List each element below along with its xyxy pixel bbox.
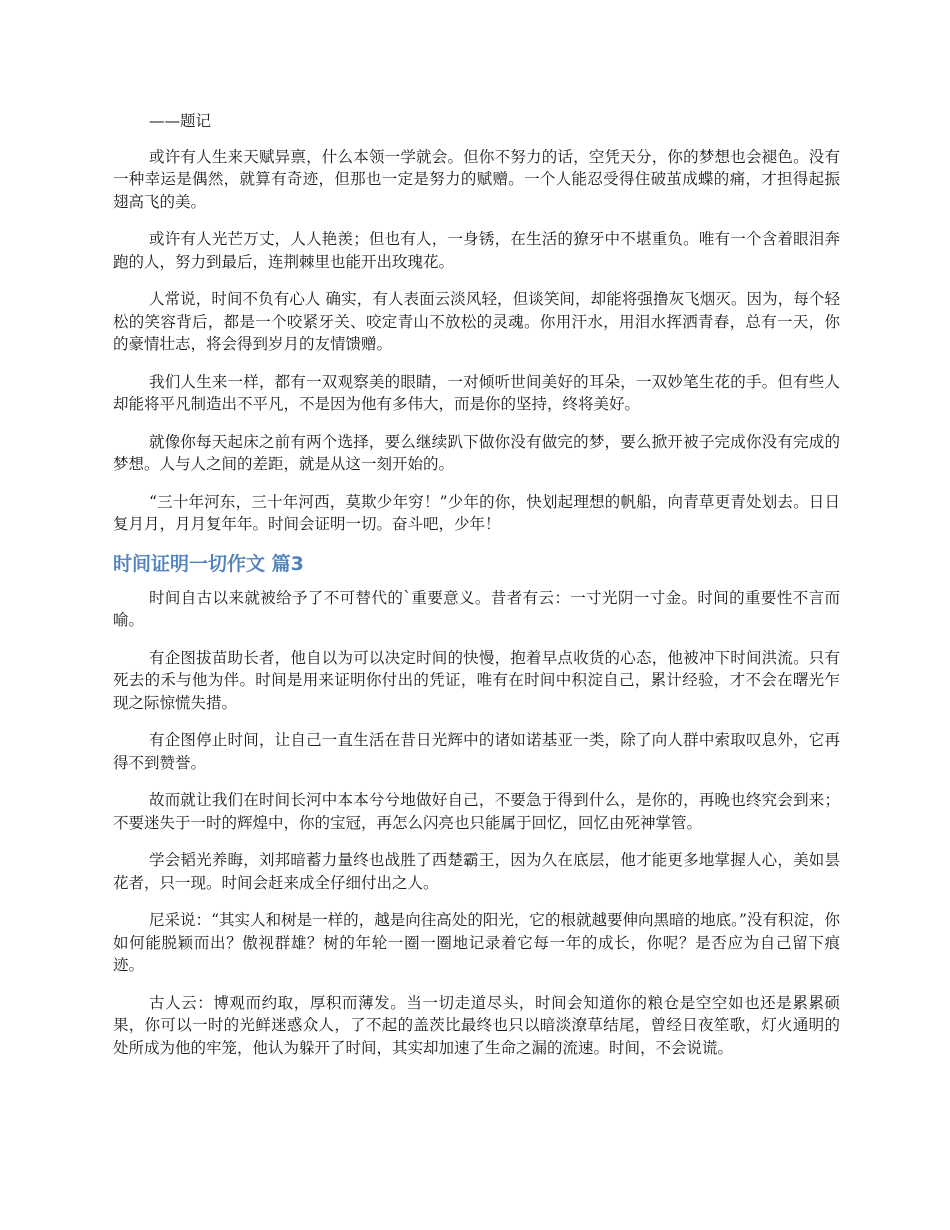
paragraph: 时间自古以来就被给予了不可替代的`重要意义。昔者有云：一寸光阴一寸金。时间的重要性不言而喻。 [113,588,840,629]
paragraph: 或许有人光芒万丈，人人艳羡；但也有人，一身锈，在生活的獠牙中不堪重负。唯有一个含着眼泪奔跑的人，努力到最后，连荆棘里也能开出玫瑰花。 [113,230,840,271]
paragraph: 就像你每天起床之前有两个选择，要么继续趴下做你没有做完的梦，要么掀开被子完成你没有完成的梦想。人与人之间的差距，就是从这一刻开始的。 [113,432,840,473]
paragraph: 学会韬光养晦，刘邦暗蓄力量终也战胜了西楚霸王，因为久在底层，他才能更多地掌握人心，美如昙花者，只一现。时间会赶来成全仔细付出之人。 [113,851,840,892]
paragraph: 尼采说：“其实人和树是一样的，越是向往高处的阳光，它的根就越要伸向黑暗的地底。”没有积淀，你如何能脱颖而出？傲视群雄？树的年轮一圈一圈地记录着它每一年的成长，你呢？是否应为自己留下痕迹。 [113,911,840,974]
document-page [113,110,840,1074]
paragraph: 或许有人生来天赋异禀，什么本领一学就会。但你不努力的话，空凭天分，你的梦想也会褪色。没有一种幸运是偶然，就算有奇迹，但那也一定是努力的赋赠。一个人能忍受得住破茧成蝶的痛，才担得起振翅高飞的美。 [113,147,840,211]
paragraph: 人常说，时间不负有心人 确实，有人表面云淡风轻，但谈笑间，却能将强撸灰飞烟灭。因为，每个轻松的笑容背后，都是一个咬紧牙关、咬定青山不放松的灵魂。你用汗水，用泪水挥洒青春，总有一天，你的豪情壮志，将会得到岁月的友情馈赠。 [113,290,840,353]
paragraph: “三十年河东，三十年河西，莫欺少年穷！”少年的你，快划起理想的帆船，向青草更青处划去。日日复月月，月月复年年。时间会证明一切。奋斗吧，少年！ [113,492,840,533]
section-heading: 时间证明一切作文 篇3 [113,552,304,575]
epigraph-signoff: ——题记 [149,112,212,130]
paragraph: 有企图停止时间，让自己一直生活在昔日光辉中的诸如诺基亚一类，除了向人群中索取叹息外，它再得不到赞誉。 [113,731,840,772]
paragraph: 有企图拔苗助长者，他自以为可以决定时间的快慢，抱着早点收货的心态，他被冲下时间洪流。只有死去的禾与他为伴。时间是用来证明你付出的凭证，唯有在时间中积淀自己，累计经验，才不会在曙光乍现之际惊慌失措。 [113,648,840,712]
paragraph: 古人云：博观而约取，厚积而薄发。当一切走道尽头，时间会知道你的粮仓是空空如也还是累累硕果，你可以一时的光鲜迷惑众人，了不起的盖茨比最终也只以暗淡潦草结尾，曾经日夜笙歌，灯火通明的处所成为他的牢笼，他认为躲开了时间，其实却加速了生命之漏的流速。时间，不会说谎。 [113,993,840,1057]
paragraph: 故而就让我们在时间长河中本本兮兮地做好自己，不要急于得到什么，是你的，再晚也终究会到来；不要迷失于一时的辉煌中，你的宝冠，再怎么闪亮也只能属于回忆，回忆由死神掌管。 [113,791,840,832]
paragraph: 我们人生来一样，都有一双观察美的眼睛，一对倾听世间美好的耳朵，一双妙笔生花的手。但有些人却能将平凡制造出不平凡，不是因为他有多伟大，而是你的坚持，终将美好。 [113,372,840,413]
